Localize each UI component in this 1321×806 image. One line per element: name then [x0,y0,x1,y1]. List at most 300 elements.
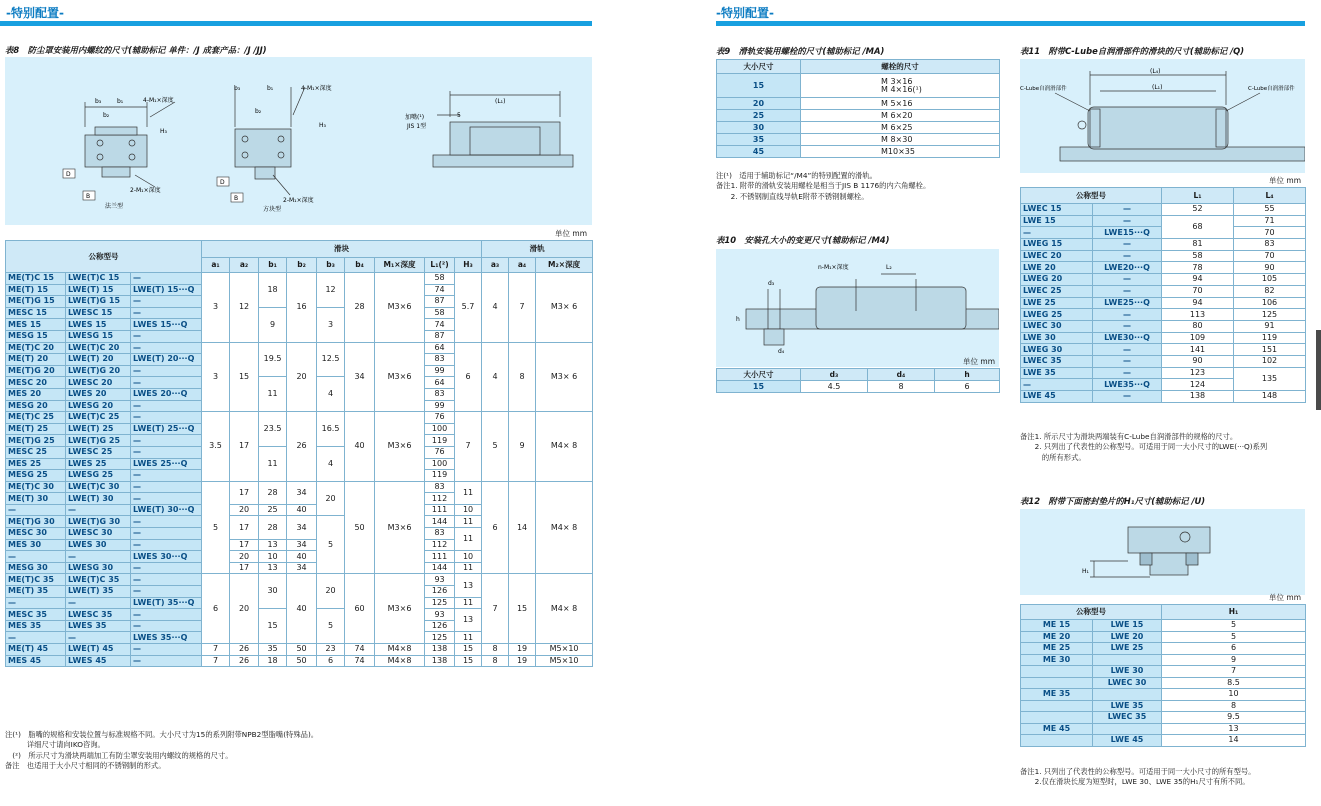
t11-head-l4: L₄ [1234,188,1306,204]
model-lwe: LWE 25 [1093,643,1162,655]
table-row [1021,309,1306,321]
model-q: — [131,330,202,342]
model-lwe: LWESC 30 [66,528,131,540]
model-lwe: LWEG 30 [1021,344,1093,356]
b2: 40 [287,551,317,563]
model-lwe: LWES 25 [66,458,131,470]
l1: 123 [1162,367,1234,379]
model-lwe: LWESC 15 [66,307,131,319]
table-row [1021,250,1306,262]
model-lwe: LWE 20 [1093,631,1162,643]
table12-drawing [1020,509,1305,595]
h1: 14 [1162,735,1306,747]
model-lwe: LWE(T)C 35 [66,574,131,586]
a2: 12 [230,273,259,343]
l4: 148 [1234,391,1306,403]
model-q: — [131,655,202,667]
table8-unit: 单位 mm [555,229,587,238]
model-q: — [131,620,202,632]
label-h3-b: H₃ [319,122,326,129]
a2: 26 [230,644,259,656]
label-h3-a: H₃ [160,128,167,135]
model-lwe: LWE(T) 15 [66,284,131,296]
model-q: LWE(T) 15···Q [131,284,202,296]
label-d4: d₄ [778,348,785,355]
l1: 119 [425,470,455,482]
table11-figure [1020,59,1305,173]
a4: 8 [509,342,536,412]
a3: 8 [482,655,509,667]
b2: 16 [287,273,317,343]
model-q: — [131,562,202,574]
model-me: MESG 15 [6,330,66,342]
h1: 9.5 [1162,712,1306,724]
b1: 19.5 [259,342,287,377]
model-lwe: LWE 30 [1021,332,1093,344]
m2: M5×10 [536,644,593,656]
table10-figure [716,249,999,367]
model-me: MES 30 [6,539,66,551]
bolt-size: M 6×20 [881,110,913,120]
model-me: MESG 20 [6,400,66,412]
h3: 15 [455,644,482,656]
model-me: MESG 25 [6,470,66,482]
table-row [1021,355,1306,367]
model-me [1021,677,1093,689]
table11-unit: 单位 mm [1269,176,1301,185]
model-lwe: LWESG 15 [66,330,131,342]
size-cell: 15 [717,74,801,98]
l4: 91 [1234,320,1306,332]
a2: 17 [230,412,259,482]
h1: 5 [1162,620,1306,632]
m1: M3×6 [375,574,425,644]
l1: 93 [425,574,455,586]
model-q: — [1093,344,1162,356]
note-line: 的所有形式。 [1020,452,1086,462]
l1: 138 [425,644,455,656]
b3: 20 [317,481,345,516]
model-q: — [131,516,202,528]
model-lwe: LWEC 15 [1021,204,1093,216]
l1: 70 [1162,285,1234,297]
a1: 3 [202,342,230,412]
label-clube-right: C-Lube自润滑部件 [1248,86,1295,92]
a2: 17 [230,562,259,574]
l4: 105 [1234,274,1306,286]
model-q: LWES 25···Q [131,458,202,470]
note-line: 2. 只列出了代表性的公称型号。可适用于同一大小尺寸的LWE(···Q)系列 [1020,442,1268,452]
model-lwe: LWE(T)C 25 [66,412,131,424]
b1: 10 [259,551,287,563]
model-q: — [1093,355,1162,367]
a2: 15 [230,342,259,412]
label-b2-a: b₂ [103,112,110,119]
l1: 93 [425,609,455,621]
l1: 113 [1162,309,1234,321]
model-q: — [1093,320,1162,332]
l1: 94 [1162,274,1234,286]
h3: 11 [455,562,482,574]
table-row [1021,643,1306,655]
b4: 74 [345,644,375,656]
t8-head-rail: 滑轨 [482,241,593,258]
model-me: ME 30 [1021,654,1093,666]
model-lwe: LWEC 20 [1021,250,1093,262]
model-q: LWE25···Q [1093,297,1162,309]
model-q: LWES 30···Q [131,551,202,563]
label-h1: H₁ [1082,568,1089,575]
model-me: ME(T)G 30 [6,516,66,528]
t8-subhead-cell: a₂ [230,258,259,273]
table-row [1021,654,1306,666]
m2: M4× 8 [536,481,593,574]
h3: 10 [455,504,482,516]
b2: 40 [287,504,317,516]
model-lwe: LWEC 35 [1021,355,1093,367]
l4: 135 [1234,367,1306,390]
model-lwe: LWEC 35 [1093,712,1162,724]
model-q: — [1093,250,1162,262]
l4: 55 [1234,204,1306,216]
model-me: ME(T) 30 [6,493,66,505]
table-row [1021,215,1306,227]
bolt-size: M10×35 [881,146,915,156]
h1: 5 [1162,631,1306,643]
table-row [1021,262,1306,274]
h3: 5.7 [455,273,482,343]
table11-title: 表11 附带C-Lube自润滑部件的滑块的尺寸(辅助标记 /Q) [1020,46,1245,56]
model-q: — [131,342,202,354]
t11-head-l1: L₁ [1162,188,1234,204]
t9-head-size: 大小尺寸 [717,60,801,74]
a2: 20 [230,551,259,563]
table-row [1021,204,1306,216]
model-me: ME(T) 25 [6,423,66,435]
table-row [1021,620,1306,632]
h1: 8 [1162,700,1306,712]
t9-head-bolt: 螺栓的尺寸 [801,60,1000,74]
model-me: MESG 30 [6,562,66,574]
t10-head-d4: d₄ [868,369,935,381]
t8-head-slider: 滑块 [202,241,482,258]
m1: M3×6 [375,342,425,412]
h3: 13 [455,609,482,632]
model-me: ME(T) 20 [6,354,66,366]
b1: 28 [259,516,287,539]
model-lwe: LWES 20 [66,388,131,400]
l1: 78 [1162,262,1234,274]
h1: 8.5 [1162,677,1306,689]
h3: 11 [455,597,482,609]
model-lwe: LWE(T)G 20 [66,365,131,377]
square-type-drawing [235,87,305,195]
t10-head-size: 大小尺寸 [717,369,801,381]
label-jis: JIS 1型 [407,123,427,130]
m1: M3×6 [375,481,425,574]
model-me: ME(T)C 25 [6,412,66,424]
a1: 3 [202,273,230,343]
table-row [1021,274,1306,286]
b2: 34 [287,562,317,574]
model-me: MESC 25 [6,446,66,458]
b4: 40 [345,412,375,482]
m1: M4×8 [375,655,425,667]
table10-title: 表10 安装孔大小的变更尺寸(辅助标记 /M4) [716,235,890,245]
model-q: LWE(T) 25···Q [131,423,202,435]
label-d3: d₃ [768,280,775,287]
svg-text:D: D [66,171,71,178]
model-q: — [1093,309,1162,321]
note-line: 注(¹) 脂嘴的规格和安装位置与标准规格不同。大小尺寸为15的系列附带NPB2型脂嘴(特殊品)。 [5,730,319,739]
m2: M4× 8 [536,412,593,482]
note-line: 2.仅在滑块长度为短型时，LWE 30、LWE 35的H₁尺寸有所不同。 [1020,777,1250,787]
b1: 13 [259,539,287,551]
a4: 7 [509,273,536,343]
a3: 5 [482,412,509,482]
note-line: (²) 所示尺寸为滑块两端加工有防尘罩安装用内螺纹的规格的尺寸。 [5,750,233,760]
b3: 4 [317,446,345,481]
size-cell: 20 [717,98,801,110]
m2: M5×10 [536,655,593,667]
t10-d4: 8 [868,381,935,393]
a1: 3.5 [202,412,230,482]
d-box-a [63,169,75,178]
b2: 34 [287,481,317,504]
t10-h: 6 [935,381,1000,393]
model-lwe: LWE(T)C 20 [66,342,131,354]
l1: 58 [1162,250,1234,262]
model-lwe: LWE 30 [1093,666,1162,678]
table-row [1021,344,1306,356]
table-row [1021,285,1306,297]
t8-head-model: 公称型号 [6,241,202,273]
model-lwe: LWESC 20 [66,377,131,389]
a2: 26 [230,655,259,667]
l1: 83 [425,528,455,540]
l1: 83 [425,354,455,366]
a3: 4 [482,342,509,412]
table8-notes [5,730,318,771]
m2: M3× 6 [536,273,593,343]
l1: 112 [425,493,455,505]
model-lwe: LWEC 30 [1093,677,1162,689]
note-line: 注(¹) 适用于辅助标记“/M4”的特别配置的滑轨。 [716,171,877,180]
model-lwe [1093,723,1162,735]
model-me: ME 35 [1021,689,1093,701]
table-row [717,146,1000,158]
table-row [1021,320,1306,332]
table11-notes [1020,432,1267,463]
l1: 76 [425,412,455,424]
model-lwe: LWESC 35 [66,609,131,621]
label-m1-top-b: 4-M₁×深度 [301,85,332,92]
model-q: LWE15···Q [1093,227,1162,239]
model-lwe: LWE(T)C 15 [66,273,131,285]
h3: 15 [455,655,482,667]
model-lwe: LWEC 25 [1021,285,1093,297]
model-q: — [131,400,202,412]
table-row [1021,712,1306,724]
note-line: 备注 也适用于大小尺寸相同的不锈钢制的形式。 [5,761,166,771]
model-q: — [1093,239,1162,251]
table-row [6,273,593,285]
model-me: MESC 35 [6,609,66,621]
label-l2: L₂ [886,264,892,271]
model-lwe: LWE(T)G 30 [66,516,131,528]
h3: 6 [455,342,482,412]
t10-head-d3: d₃ [801,369,868,381]
h3: 11 [455,632,482,644]
b2: 34 [287,539,317,551]
model-lwe: LWE 15 [1021,215,1093,227]
l1: 111 [425,504,455,516]
t12-head-h1: H₁ [1162,605,1306,620]
bolt-size: M 6×25 [881,122,913,132]
h3: 11 [455,516,482,528]
a2: 20 [230,504,259,516]
model-lwe: LWES 35 [66,620,131,632]
a2: 17 [230,516,259,539]
model-me: ME 15 [1021,620,1093,632]
l1: 68 [1162,215,1234,238]
table-row [717,74,1000,98]
model-lwe: LWESG 20 [66,400,131,412]
l1: 58 [425,307,455,319]
note-line: 备注1. 只列出了代表性的公称型号。可适用于同一大小尺寸的所有型号。 [1020,767,1256,776]
t8-subhead-cell: b₁ [259,258,287,273]
l4: 70 [1234,227,1306,239]
page-edge-tab [1316,330,1321,410]
model-q: — [131,377,202,389]
model-lwe: LWE(T)C 30 [66,481,131,493]
h3: 11 [455,528,482,551]
table12-figure [1020,509,1305,595]
model-me: MESC 30 [6,528,66,540]
l4: 151 [1234,344,1306,356]
model-lwe: — [66,597,131,609]
l1: 76 [425,446,455,458]
model-q: — [131,446,202,458]
model-me: — [6,551,66,563]
l1: 80 [1162,320,1234,332]
model-q: LWES 15···Q [131,319,202,331]
label-m1-top-a: 4-M₁×深度 [143,97,174,104]
h1: 9 [1162,654,1306,666]
b2: 50 [287,644,317,656]
table10-drawing [716,249,999,367]
a3: 7 [482,574,509,644]
b1: 11 [259,377,287,412]
table-row [6,412,593,424]
l1: 99 [425,400,455,412]
model-lwe: LWESG 30 [66,562,131,574]
table12-title: 表12 附带下面密封垫片的H₁尺寸(辅助标记 /U) [1020,496,1206,506]
b4: 34 [345,342,375,412]
svg-text:B: B [234,195,239,202]
model-lwe: LWE(T)G 15 [66,296,131,308]
b1: 13 [259,562,287,574]
model-me [1021,700,1093,712]
label-l4: (L₄) [1150,68,1161,75]
l1: 87 [425,296,455,308]
header-rule-right [716,21,1305,26]
model-lwe: LWE 15 [1093,620,1162,632]
model-lwe: — [66,551,131,563]
table-row [1021,666,1306,678]
table-row [717,122,1000,134]
b1: 35 [259,644,287,656]
model-q: — [1093,204,1162,216]
model-me: ME(T) 15 [6,284,66,296]
a4: 14 [509,481,536,574]
model-q: — [1093,274,1162,286]
t11-head-model: 公称型号 [1021,188,1162,204]
model-q: — [1093,367,1162,379]
model-q: — [1093,391,1162,403]
note-line: 备注1. 附带的滑轨安装用螺栓是相当于JIS B 1176的内六角螺栓。 [716,181,931,191]
model-me: ME 25 [1021,643,1093,655]
l1: 125 [425,597,455,609]
model-lwe: LWE(T) 30 [66,493,131,505]
m1: M3×6 [375,412,425,482]
a4: 15 [509,574,536,644]
model-q: LWE35···Q [1093,379,1162,391]
l1: 100 [425,423,455,435]
model-q: — [131,528,202,540]
h3: 7 [455,412,482,482]
l4: 70 [1234,250,1306,262]
l1: 126 [425,586,455,598]
model-q: — [131,586,202,598]
model-lwe: LWE(T)G 25 [66,435,131,447]
b2: 50 [287,655,317,667]
label-h: h [736,316,740,323]
table9 [716,59,1000,158]
model-lwe: LWE 20 [1021,262,1093,274]
model-me: MES 25 [6,458,66,470]
l4: 102 [1234,355,1306,367]
note-line: 2. 不锈钢制直线导轨E附带不锈钢制螺栓。 [716,191,869,201]
l1: 94 [1162,297,1234,309]
l1: 74 [425,319,455,331]
table9-notes [716,171,930,202]
b1: 9 [259,307,287,342]
l4: 125 [1234,309,1306,321]
l4: 90 [1234,262,1306,274]
model-q: — [131,609,202,621]
table-row [1021,239,1306,251]
l1: 64 [425,377,455,389]
table-row [1021,723,1306,735]
h1: 10 [1162,689,1306,701]
model-me: ME 20 [1021,631,1093,643]
l1: 138 [1162,391,1234,403]
label-b2-b: b₂ [255,108,262,115]
b1: 15 [259,609,287,644]
l1: 83 [425,388,455,400]
t10-size: 15 [717,381,801,393]
label-m1-bot-b: 2-M₁×深度 [283,197,314,204]
l1: 112 [425,539,455,551]
model-me: MES 15 [6,319,66,331]
b3: 16.5 [317,412,345,447]
h3: 13 [455,574,482,597]
b3: 3 [317,307,345,342]
t10-d3: 4.5 [801,381,868,393]
bolt-size: M 8×30 [881,134,913,144]
b4: 74 [345,655,375,667]
